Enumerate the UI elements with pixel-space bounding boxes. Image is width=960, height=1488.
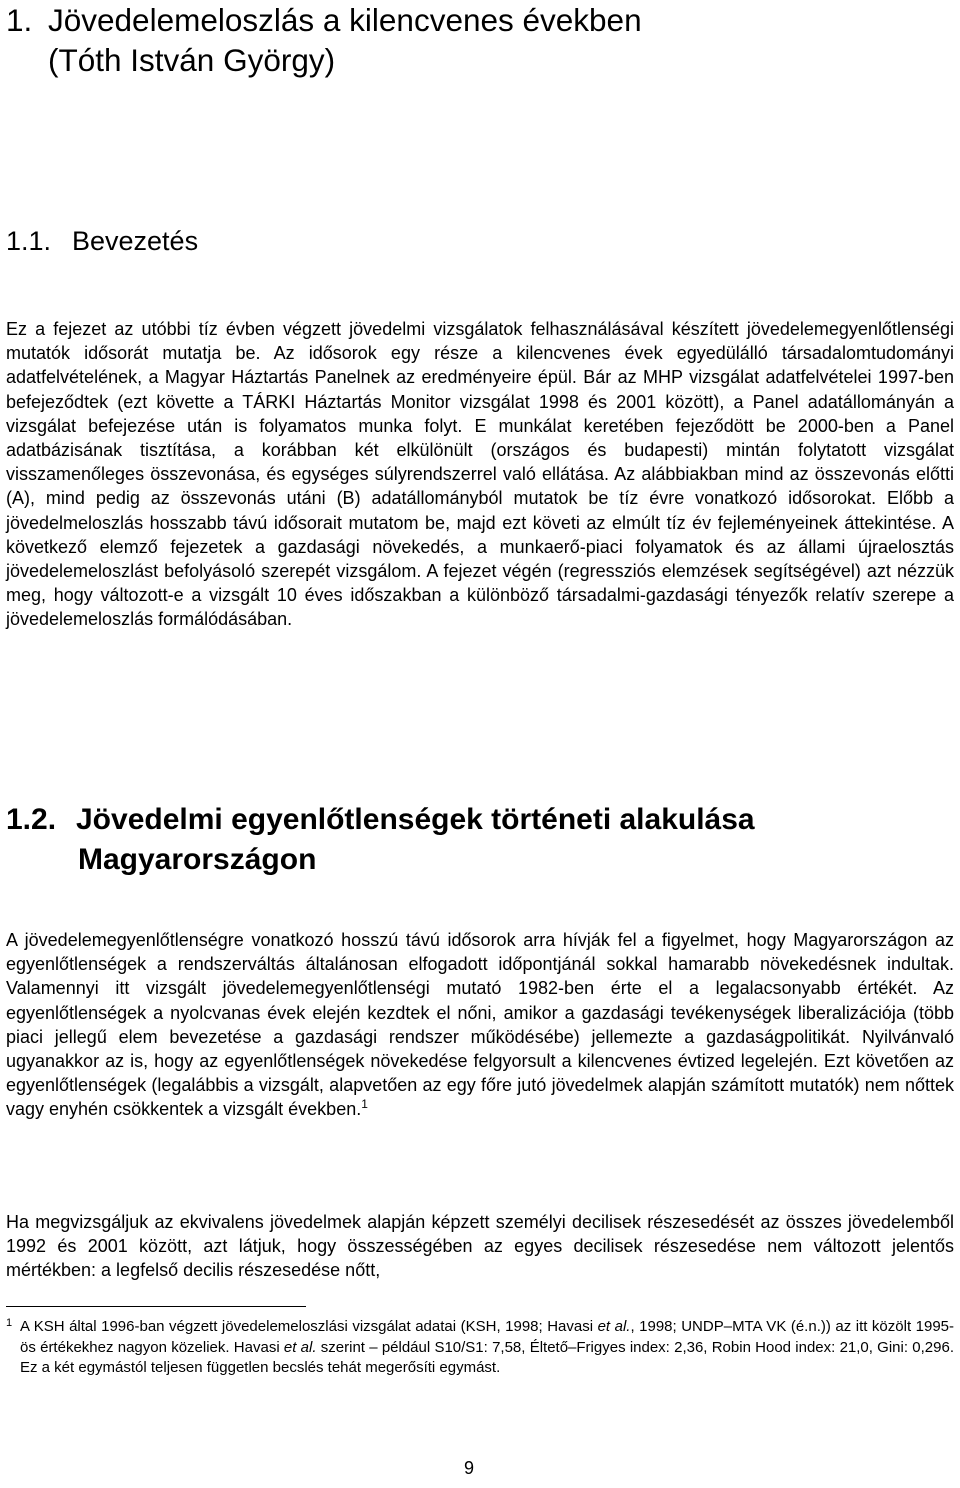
section-history-title-line1: Jövedelmi egyenlőtlenségek történeti alakulása (76, 803, 755, 836)
footnote-text-part3: szerint – például S10/S1: 7,58, Éltető–Frigyes index: 2,36, Robin Hood index: 21,0, Gini: 0,296. Ez a két egymástól teljesen független becslés tehát megerősíti egymást. (20, 1338, 954, 1376)
footnote-separator (6, 1306, 306, 1307)
section-history-heading (6, 800, 954, 880)
section-intro-heading (6, 224, 954, 258)
section-intro-title: Bevezetés (72, 226, 199, 256)
footnote-et-al-1: et al. (597, 1318, 631, 1335)
intro-paragraph: Ez a fejezet az utóbbi tíz évben végzett jövedelmi vizsgálatok felhasználásával készített jövedelemegyenlőtlenségi mutatók idősorát mutatja be. Az idősorok egy része a kilencvenes évek egyedülálló társadalomtudományi adatfelvételének, a Magyar Háztartás Panelnek az eredményeire épül. Bár az MHP vizsgálat adatfelvételei 1997-ben befejeződtek (ezt követte a TÁRKI Háztartás Monitor vizsgálat 1998 és 2001 között), a Panel adatállományán a vizsgálat befejezése után is folyamatos munka folyt. E munkálat keretében fejeződött be 2000-ben a Panel adatbázisának tisztítása, a korábban két elkülönült (országos és budapesti) mintán folytatott vizsgálat visszamenőleges összevonása, és egységes súlyrendszerrel való ellátása. Az alábbiakban mind az összevonás előtti (A), mind pedig az összevonás utáni (B) adatállományból mutatok be tíz évre vonatkozó idősorokat. Előbb a jövedelmeloszlás hosszabb távú idősorait mutatom be, majd ezt követi az elmúlt tíz év fejleményeinek áttekintése. A következő elemző fejezetek a gazdasági növekedés, a munkaerő-piaci folyamatok és az állami újraelosztás jövedelemeloszlást befolyásoló szerepét vizsgálom. A fejezet végén (regressziós elemzések segítségével) azt nézzük meg, hogy változott-e a vizsgált 10 éves időszakban a különböző társadalmi-gazdasági tényezők relatív szerepe a jövedelemeloszlás formálódásában. (6, 319, 954, 630)
section-history-number: 1.2. (6, 803, 57, 836)
footnote-reference[interactable]: 1 (361, 1097, 368, 1112)
footnote-text-part1: A KSH által 1996-ban végzett jövedelemeloszlási vizsgálat adatai (KSH, 1998; Havasi (20, 1318, 598, 1335)
history-paragraph-1 (6, 928, 954, 1122)
chapter-title: Jövedelemeloszlás a kilencvenes években (48, 2, 642, 38)
footnote-text-part2: , 1998; UNDP–MTA VK (é.n.)) az itt közölt 1995-ös értékekhez nagyon közeliek. Havasi (20, 1318, 955, 1356)
section-intro-number: 1.1. (6, 226, 52, 256)
footnote-et-al-2: et al. (283, 1338, 317, 1356)
page-number: 9 (464, 1458, 475, 1478)
section-history-title-line2: Magyarországon (78, 843, 317, 876)
chapter-author: (Tóth István György) (48, 42, 336, 78)
chapter-heading (6, 0, 954, 80)
history-paragraph-2: Ha megvizsgáljuk az ekvivalens jövedelmek alapján képzett személyi decilisek részesedését az összes jövedelemből 1992 és 2001 között, azt látjuk, hogy összességében az egyes decilisek részesedése nem változott jelentős mértékben: a legfelső decilis részesedése nőtt, (6, 1212, 954, 1281)
footnote-mark: 1 (6, 1317, 13, 1329)
footnote (6, 1317, 954, 1379)
chapter-number: 1. (6, 2, 33, 38)
history-paragraph-1-text: A jövedelemegyenlőtlenségre vonatkozó hosszú távú idősorok arra hívják fel a figyelmet, hogy Magyarországon az egyenlőtlenségek a rendszerváltás általánosan elfogadott időpontjánál sokkal hamarabb növekedésnek indultak. Valamennyi itt vizsgált jövedelemegyenlőtlenségi mutató 1982-ben érte el a legalacsonyabb értékét. Az egyenlőtlenségek a nyolcvanas évek elején kezdtek el nőni, amikor a gazdasági tevékenységek liberalizációja (több piaci jellegű elem bevezetése a gazdasági rendszer működésébe) jellemezte a gazdaságpolitikát. Nyilvánvaló ugyanakkor az is, hogy az egyenlőtlenségek növekedése felgyorsult a kilencvenes évtized legelején. Ezt követően az egyenlőtlenségek (legalábbis a vizsgált, alapvetően az egy főre jutó jövedelmek alapján számított mutatók) nem nőttek vagy enyhén csökkentek a vizsgált években. (6, 930, 954, 1120)
footnote-text (6, 1317, 954, 1379)
